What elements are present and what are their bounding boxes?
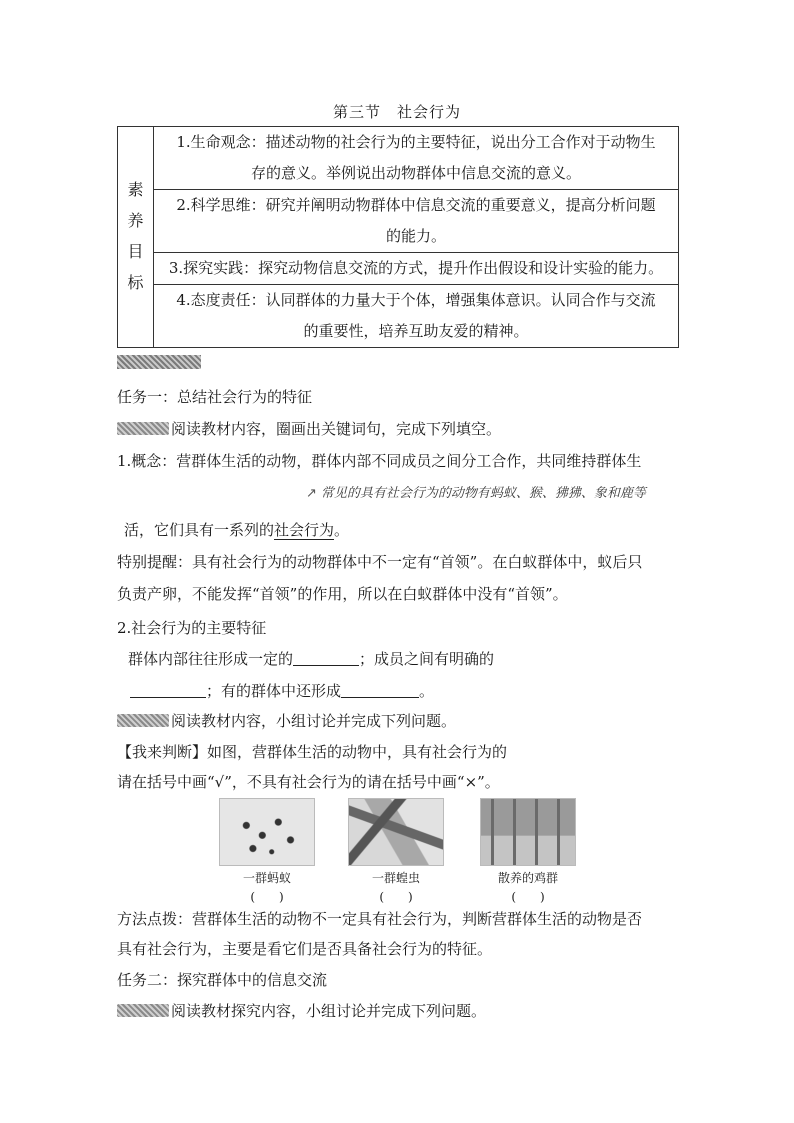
goal-item: 1.生命观念：描述动物的社会行为的主要特征，说出分工合作对于动物生 存的意义。举例说出动物群体中信息交流的意义。 [154,127,679,190]
fill-blank[interactable] [293,651,359,666]
goal-item: 2.科学思维：研究并阐明动物群体中信息交流的重要意义，提高分析问题 的能力。 [154,190,679,253]
task2-instruction: 阅读教材探究内容，小组讨论并完成下列问题。 [117,1000,486,1021]
activity-badge [117,422,169,435]
feature-line-2: ；有的群体中还形成 。 [130,680,434,701]
figure-chickens: 散养的鸡群 ( ) [480,798,576,905]
page-title [0,101,794,122]
judge-line-2: 请在括号中画“√”，不具有社会行为的请在括号中画“×”。 [117,773,500,791]
special-tip-line-2: 负责产卵，不能发挥“首领”的作用，所以在白蚁群体中没有“首领”。 [117,585,568,603]
judge-line-1: 【我来判断】如图，营群体生活的动物中，具有社会行为的 [117,743,508,761]
figure-locusts: 一群蝗虫 ( ) [348,798,444,905]
goal-item: 4.态度责任：认同群体的力量大于个体，增强集体意识。认同合作与交流 的重要性，培养互助友爱的精神。 [154,285,679,348]
activity-badge [117,1004,169,1017]
concept-continuation: 活，它们具有一系列的社会行为。 [124,521,350,539]
method-line-2: 具有社会行为，主要是看它们是否具备社会行为的特征。 [117,940,493,958]
figure-ants: 一群蚂蚁 ( ) [219,798,315,905]
key-term: 社会行为 [274,521,335,539]
task1-instruction-1: 阅读教材内容，圈画出关键词句，完成下列填空。 [117,418,501,439]
note-arrow-icon: ↗ [306,486,317,501]
goals-side-label: 素 养 目 标 [118,127,154,348]
task2-heading: 任务二：探究群体中的信息交流 [117,971,328,989]
ants-photo [219,798,315,866]
answer-paren[interactable]: ( ) [379,890,413,904]
chickens-photo [480,798,576,866]
learning-goals-table [117,126,679,348]
special-tip-line-1: 特别提醒：具有社会行为的动物群体中不一定有“首领”。在白蚁群体中，蚁后只 [117,553,643,571]
concept-line: 1.概念：营群体生活的动物，群体内部不同成员之间分工合作，共同维持群体生 [117,452,642,470]
section-badge [117,355,201,369]
feature-line-1: 群体内部往往形成一定的 ；成员之间有明确的 [128,650,495,668]
section-number: 第三节 [332,103,381,121]
section-name: 社会行为 [397,103,462,121]
goal-item: 3.探究实践：探究动物信息交流的方式，提升作出假设和设计实验的能力。 [154,253,679,285]
fill-blank[interactable] [130,683,206,698]
fill-blank[interactable] [341,683,419,698]
feature-heading: 2.社会行为的主要特征 [117,619,267,637]
activity-badge [117,714,169,727]
answer-paren[interactable]: ( ) [250,890,284,904]
answer-paren[interactable]: ( ) [511,890,545,904]
locusts-photo [348,798,444,866]
task1-heading: 任务一：总结社会行为的特征 [117,388,313,406]
task1-instruction-2: 阅读教材内容，小组讨论并完成下列问题。 [117,710,456,731]
margin-note: ↗ 常见的具有社会行为的动物有蚂蚁、猴、狒狒、象和鹿等 [306,486,646,501]
method-line-1: 方法点拨：营群体生活的动物不一定具有社会行为，判断营群体生活的动物是否 [117,910,643,928]
